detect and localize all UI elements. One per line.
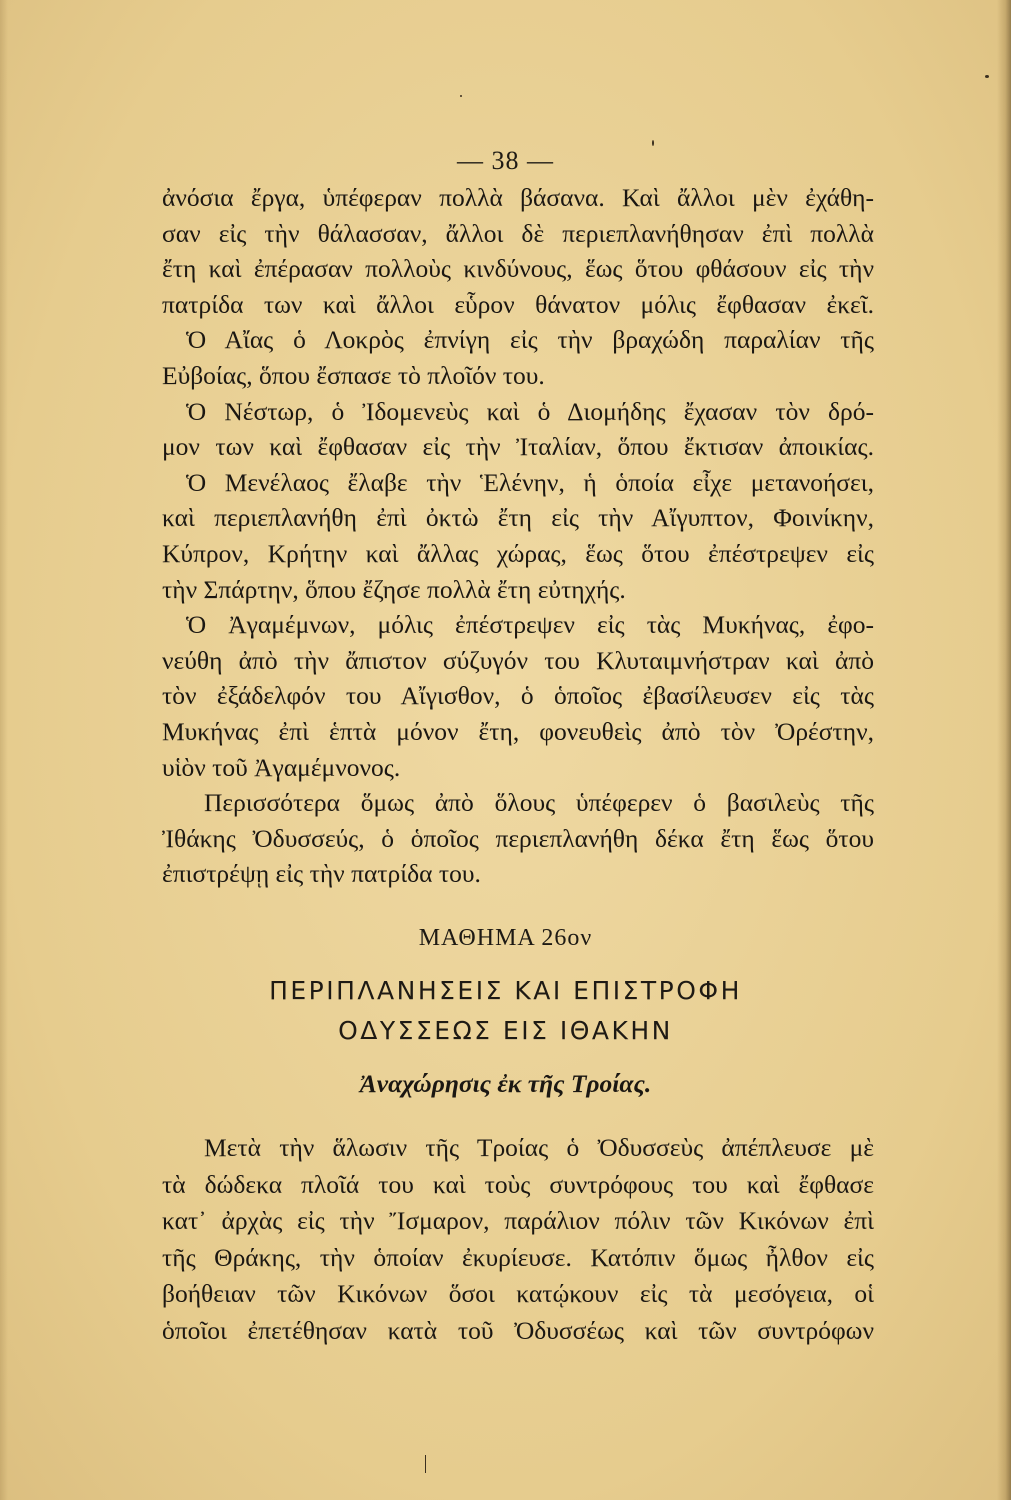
page-number: — 38 — [457,146,554,175]
text-line: Κύπρον, Κρήτην καὶ ἄλλας χώρας, ἕως ὅτου ἐπέστρεψεν εἰς [162,538,874,568]
text-line: ὁποῖοι ἐπετέθησαν κατὰ τοῦ Ὀδυσσέως καὶ τῶν συντρόφων [162,1315,874,1345]
text-line: ἐπιστρέψῃ εἰς τὴν πατρίδα του. [162,859,481,889]
text-line: Ὁ Ἀγαμέμνων, μόλις ἐπέστρεψεν εἰς τὰς Μυκήνας, ἐφο- [186,610,874,640]
text-line: Μυκήνας ἐπὶ ἑπτὰ μόνον ἔτη, φονευθεὶς ἀπὸ τὸν Ὀρέστην, [162,716,874,746]
paper-speck [425,1455,426,1473]
text-line: τὸν ἐξάδελφόν του Αἴγισθον, ὁ ὁποῖος ἐβασίλευσεν εἰς τὰς [162,681,874,711]
paragraph-2 [162,1130,874,1350]
text-line: τὰ δώδεκα πλοῖά του καὶ τοὺς συντρόφους του καὶ ἔφθασε [162,1169,874,1199]
paper-speck [985,75,989,78]
text-line: τὴν Σπάρτην, ὅπου ἔζησε πολλὰ ἔτη εὐτηχής. [162,574,626,604]
text-line: ἔτη καὶ ἐπέρασαν πολλοὺς κινδύνους, ἕως ὅτου φθάσουν εἰς τὴν [162,254,874,284]
lesson-number: ΜΑΘΗΜΑ 26ον [418,925,593,951]
chapter-heading-line-2: ΟΔΥΣΣΕΩΣ ΕΙΣ ΙΘΑΚΗΝ [338,1016,673,1045]
text-line: Μετὰ τὴν ἅλωσιν τῆς Τροίας ὁ Ὀδυσσεὺς ἀπέπλευσε μὲ [204,1133,874,1162]
text-line: υἱὸν τοῦ Ἀγαμέμνονος. [162,752,401,782]
text-line: κατ᾽ ἀρχὰς εἰς τὴν Ἴσμαρον, παράλιον πόλιν τῶν Κικόνων ἐπὶ [162,1206,874,1236]
text-line: Περισσότερα ὅμως ἀπὸ ὅλους ὑπέφερεν ὁ βασιλεὺς τῆς [204,788,874,818]
text-line: βοήθειαν τῶν Κικόνων ὅσοι κατῴκουν εἰς τὰ μεσόγεια, οἱ [162,1279,874,1309]
text-line: Ἰθάκης Ὀδυσσεύς, ὁ ὁποῖος περιεπλανήθη δέκα ἔτη ἕως ὅτου [162,823,874,853]
text-line: Ὁ Νέστωρ, ὁ Ἰδομενεὺς καὶ ὁ Διομήδης ἔχασαν τὸν δρό- [186,396,874,426]
text-line: καὶ περιεπλανήθη ἐπὶ ὀκτὼ ἔτη εἰς τὴν Αἴγυπτον, Φοινίκην, [162,503,874,533]
text-line: ἀνόσια ἔργα, ὑπέφεραν πολλὰ βάσανα. Καὶ ἄλλοι μὲν ἐχάθη- [162,183,874,212]
page-left-edge-shadow [0,0,8,1500]
paper-speck [460,95,462,97]
page-right-edge-shadow [997,0,1011,1500]
chapter-heading-line-1: ΠΕΡΙΠΛΑΝΗΣΕΙΣ ΚΑΙ ΕΠΙΣΤΡΟΦΗ [269,976,742,1005]
text-line: μον των καὶ ἔφθασαν εἰς τὴν Ἰταλίαν, ὅπου ἔκτισαν ἀποικίας. [162,432,874,462]
text-line: τῆς Θράκης, τὴν ὁποίαν ἐκυρίευσε. Κατόπιν ὅμως ἦλθον εἰς [162,1242,874,1272]
text-line: Εὐβοίας, ὅπου ἔσπασε τὸ πλοῖόν του. [162,360,545,390]
section-subheading: Ἀναχώρησις ἐκ τῆς Τροίας. [359,1069,652,1098]
text-line: Ὁ Μενέλαος ἔλαβε τὴν Ἑλένην, ἡ ὁποία εἶχε μετανοήσει, [186,467,874,497]
text-line: σαν εἰς τὴν θάλασσαν, ἄλλοι δὲ περιεπλανήθησαν ἐπὶ πολλὰ [162,218,874,248]
text-line: Ὁ Αἴας ὁ Λοκρὸς ἐπνίγη εἰς τὴν βραχώδη παραλίαν τῆς [186,325,874,355]
text-line: νεύθη ἀπὸ τὴν ἄπιστον σύζυγόν του Κλυταιμνήστραν καὶ ἀπὸ [162,645,874,675]
text-line: πατρίδα των καὶ ἄλλοι εὗρον θάνατον μόλις ἔφθασαν ἐκεῖ. [162,289,874,319]
paragraph-1 [162,180,874,892]
